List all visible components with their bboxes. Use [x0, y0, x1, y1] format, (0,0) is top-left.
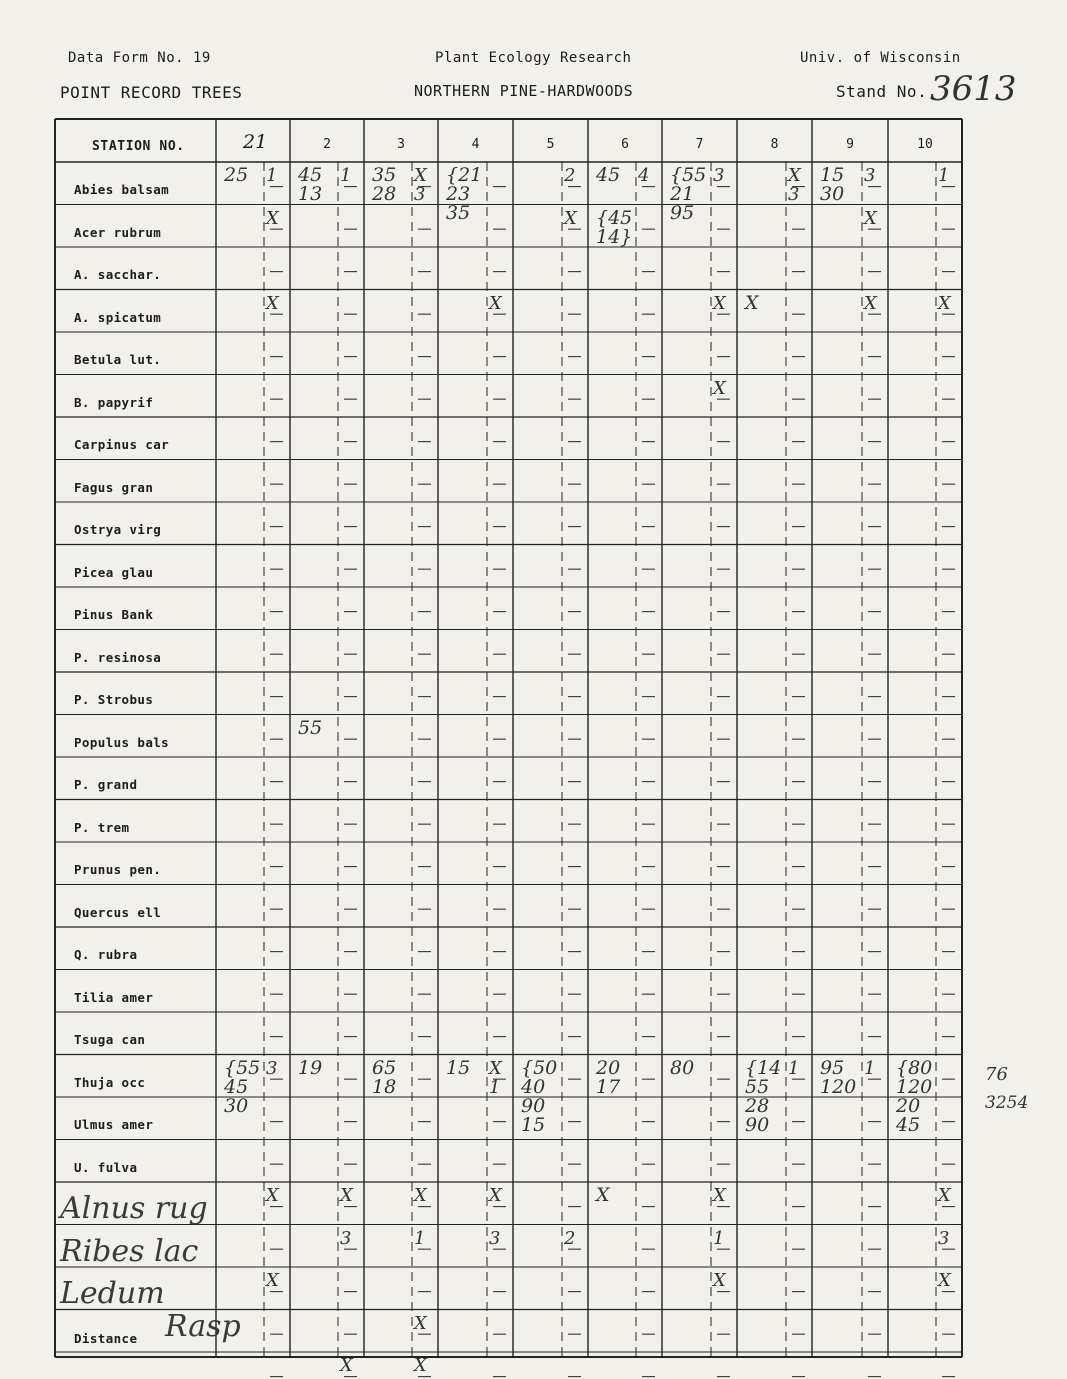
- cell-entry: 25: [224, 164, 249, 186]
- cell-entry: X: [414, 1312, 427, 1334]
- cell-entry: 65 18: [372, 1056, 397, 1098]
- cell-entry: {14 55 28 90: [745, 1056, 782, 1136]
- species-label: P. Strobus: [74, 692, 154, 707]
- species-label: Acer rubrum: [74, 224, 162, 240]
- cell-entry: {50 40 90 15: [521, 1056, 558, 1136]
- cell-entry: 15: [446, 1056, 471, 1079]
- cell-entry: 2: [564, 1227, 576, 1249]
- cell-entry: X: [489, 1185, 502, 1206]
- stand-number: 3613: [930, 69, 1017, 109]
- cell-entry: X: [564, 207, 577, 229]
- station-number-7: 7: [695, 137, 704, 152]
- station-header: STATION NO.: [92, 139, 185, 154]
- cell-entry: 1: [864, 1057, 876, 1079]
- species-label: Pinus Bank: [74, 607, 154, 622]
- species-label: U. fulva: [74, 1159, 138, 1175]
- species-label: Tilia amer: [74, 989, 154, 1005]
- cell-entry: X: [938, 1270, 951, 1291]
- species-label: Quercus ell: [74, 904, 162, 920]
- cell-entry: 1: [713, 1227, 725, 1249]
- cell-entry: 35 28: [372, 164, 397, 205]
- cell-entry: X: [713, 1270, 726, 1291]
- species-label: Picea glau: [74, 564, 154, 580]
- cell-entry: 19: [298, 1056, 323, 1079]
- station-number-2: 2: [323, 137, 331, 152]
- cell-entry: X: [266, 207, 279, 229]
- station-number-3: 3: [397, 137, 405, 152]
- cell-entry: {45 14}: [596, 206, 633, 248]
- species-label: P. grand: [74, 777, 138, 792]
- species-label: A. sacchar.: [74, 267, 162, 282]
- cell-entry: 2: [564, 165, 576, 186]
- species-label: A. spicatum: [74, 309, 162, 325]
- cell-entry: 4: [638, 165, 650, 186]
- species-label: B. papyrif: [74, 394, 154, 410]
- cell-entry: X: [414, 1355, 427, 1376]
- cell-entry: 45: [596, 164, 621, 186]
- species-label: Ostrya virg: [74, 522, 162, 537]
- cell-entry: X: [713, 377, 726, 399]
- cell-entry: X: [414, 1185, 427, 1206]
- cell-entry: X: [596, 1184, 610, 1206]
- form-number: Data Form No. 19: [68, 50, 211, 66]
- cell-entry: X: [340, 1185, 353, 1206]
- cell-entry: 1: [266, 165, 278, 186]
- margin-note-1: 76: [985, 1064, 1008, 1085]
- cell-entry: X: [864, 292, 877, 314]
- cell-entry: X 3: [414, 165, 427, 205]
- species-label: Fagus gran: [74, 479, 154, 495]
- form-title: POINT RECORD TREES: [60, 83, 243, 102]
- cell-entry: 1: [788, 1057, 800, 1079]
- cell-entry: 1: [340, 165, 352, 186]
- cell-entry: 95 120: [820, 1056, 857, 1098]
- station-number-1: 21: [243, 131, 268, 153]
- margin-note-2: 3254: [985, 1093, 1029, 1113]
- station-number-5: 5: [546, 137, 555, 152]
- cell-entry: {55 45 30: [224, 1056, 261, 1117]
- cell-entry: 1: [414, 1227, 426, 1249]
- cell-entry: 55: [298, 716, 323, 739]
- cell-entry: X: [340, 1355, 353, 1376]
- cell-entry: 3: [938, 1227, 950, 1249]
- org-name: Plant Ecology Research: [435, 50, 632, 66]
- cell-entry: X: [745, 291, 759, 314]
- handwritten-species: Ledum: [60, 1276, 165, 1311]
- cell-entry: X: [864, 207, 877, 229]
- species-label: Betula lut.: [74, 352, 162, 367]
- station-number-9: 9: [846, 137, 854, 152]
- cell-entry: 80: [670, 1056, 695, 1079]
- cell-entry: 1: [938, 165, 950, 186]
- handwritten-species: Rasp: [165, 1308, 241, 1344]
- station-number-8: 8: [770, 137, 779, 152]
- station-number-10: 10: [917, 137, 933, 152]
- cell-entry: 3: [864, 165, 876, 186]
- cell-entry: X 1: [489, 1057, 502, 1098]
- cell-entry: 45 13: [298, 164, 323, 205]
- cell-entry: X: [713, 1185, 726, 1206]
- cell-entry: X: [713, 292, 726, 314]
- cell-entry: X: [266, 292, 279, 314]
- university-name: Univ. of Wisconsin: [800, 50, 961, 66]
- station-number-6: 6: [621, 137, 629, 152]
- cell-entry: 15 30: [820, 164, 845, 205]
- species-label: P. trem: [74, 819, 130, 835]
- species-label: Prunus pen.: [74, 862, 162, 877]
- cell-entry: X: [266, 1185, 279, 1206]
- species-label: P. resinosa: [74, 649, 162, 665]
- cell-entry: {55 21 95: [670, 164, 707, 224]
- cell-entry: 3: [340, 1227, 352, 1249]
- species-label: Q. rubra: [74, 947, 138, 962]
- stand-label: Stand No.: [836, 82, 928, 101]
- cell-entry: 3: [266, 1057, 278, 1079]
- distance-label: Distance: [74, 1331, 138, 1346]
- cell-entry: {80 120 20 45: [896, 1056, 933, 1136]
- cell-entry: X: [938, 1185, 951, 1206]
- handwritten-species: Ribes lac: [60, 1233, 199, 1269]
- community-title: NORTHERN PINE-HARDWOODS: [414, 82, 634, 100]
- cell-entry: X 3: [788, 165, 801, 205]
- cell-entry: 20 17: [596, 1056, 621, 1098]
- species-label: Tsuga can: [74, 1032, 146, 1047]
- handwritten-species: Alnus rug: [60, 1191, 208, 1226]
- cell-entry: X: [266, 1270, 279, 1291]
- cell-entry: 3: [713, 165, 725, 186]
- species-label: Populus bals: [74, 734, 170, 750]
- cell-entry: X: [938, 292, 951, 314]
- station-number-4: 4: [471, 137, 480, 152]
- species-label: Thuja occ: [74, 1074, 146, 1090]
- species-label: Ulmus amer: [74, 1117, 154, 1132]
- cell-entry: 3: [489, 1227, 501, 1249]
- species-label: Abies balsam: [74, 182, 170, 197]
- species-label: Carpinus car: [74, 437, 170, 452]
- cell-entry: X: [489, 292, 502, 314]
- cell-entry: {21 23 35: [446, 164, 483, 224]
